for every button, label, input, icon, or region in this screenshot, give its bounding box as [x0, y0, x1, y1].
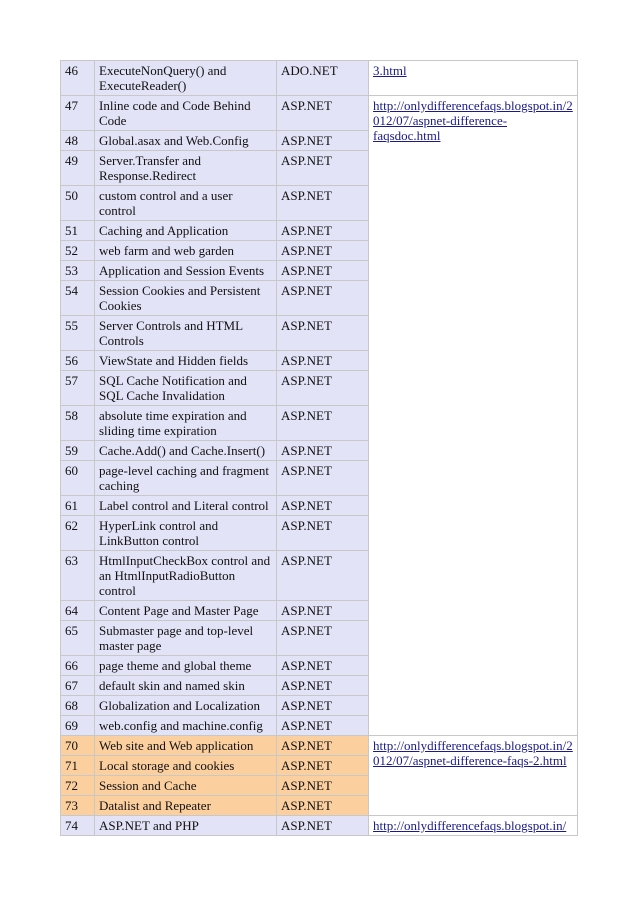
- technology-cell: ASP.NET: [277, 441, 369, 461]
- row-number: 67: [61, 676, 95, 696]
- technology-cell: ASP.NET: [277, 351, 369, 371]
- question-cell: ASP.NET and PHP: [95, 816, 277, 836]
- technology-cell: ASP.NET: [277, 131, 369, 151]
- table-row: [61, 96, 578, 131]
- technology-cell: ASP.NET: [277, 186, 369, 221]
- question-cell: SQL Cache Notification and SQL Cache Invalidation: [95, 371, 277, 406]
- technology-cell: ASP.NET: [277, 551, 369, 601]
- question-cell: ExecuteNonQuery() and ExecuteReader(): [95, 61, 277, 96]
- link-cell: [369, 61, 578, 96]
- technology-cell: ASP.NET: [277, 406, 369, 441]
- question-cell: Caching and Application: [95, 221, 277, 241]
- question-cell: absolute time expiration and sliding time expiration: [95, 406, 277, 441]
- question-cell: Submaster page and top-level master page: [95, 621, 277, 656]
- technology-cell: ASP.NET: [277, 371, 369, 406]
- faq-table-body: [61, 61, 578, 836]
- question-cell: web.config and machine.config: [95, 716, 277, 736]
- technology-cell: ASP.NET: [277, 221, 369, 241]
- question-cell: Inline code and Code Behind Code: [95, 96, 277, 131]
- row-number: 73: [61, 796, 95, 816]
- technology-cell: ASP.NET: [277, 716, 369, 736]
- question-cell: Cache.Add() and Cache.Insert(): [95, 441, 277, 461]
- technology-cell: ASP.NET: [277, 151, 369, 186]
- row-number: 50: [61, 186, 95, 221]
- row-number: 68: [61, 696, 95, 716]
- row-number: 47: [61, 96, 95, 131]
- question-cell: Server.Transfer and Response.Redirect: [95, 151, 277, 186]
- technology-cell: ADO.NET: [277, 61, 369, 96]
- question-cell: custom control and a user control: [95, 186, 277, 221]
- question-cell: Label control and Literal control: [95, 496, 277, 516]
- row-number: 58: [61, 406, 95, 441]
- reference-link[interactable]: 3.html: [373, 63, 407, 78]
- technology-cell: ASP.NET: [277, 281, 369, 316]
- link-cell: [369, 96, 578, 736]
- question-cell: Server Controls and HTML Controls: [95, 316, 277, 351]
- question-cell: ViewState and Hidden fields: [95, 351, 277, 371]
- reference-link[interactable]: http://onlydifferencefaqs.blogspot.in/: [373, 818, 567, 833]
- question-cell: HtmlInputCheckBox control and an HtmlInputRadioButton control: [95, 551, 277, 601]
- question-cell: Global.asax and Web.Config: [95, 131, 277, 151]
- question-cell: Content Page and Master Page: [95, 601, 277, 621]
- row-number: 49: [61, 151, 95, 186]
- link-cell: [369, 736, 578, 816]
- row-number: 70: [61, 736, 95, 756]
- technology-cell: ASP.NET: [277, 316, 369, 351]
- question-cell: Datalist and Repeater: [95, 796, 277, 816]
- technology-cell: ASP.NET: [277, 96, 369, 131]
- technology-cell: ASP.NET: [277, 676, 369, 696]
- table-row: [61, 816, 578, 836]
- row-number: 74: [61, 816, 95, 836]
- row-number: 72: [61, 776, 95, 796]
- technology-cell: ASP.NET: [277, 776, 369, 796]
- technology-cell: ASP.NET: [277, 461, 369, 496]
- reference-link[interactable]: http://onlydifferencefaqs.blogspot.in/2012/07/aspnet-difference-faqsdoc.html: [373, 98, 573, 143]
- row-number: 53: [61, 261, 95, 281]
- row-number: 46: [61, 61, 95, 96]
- question-cell: Session Cookies and Persistent Cookies: [95, 281, 277, 316]
- technology-cell: ASP.NET: [277, 241, 369, 261]
- row-number: 55: [61, 316, 95, 351]
- technology-cell: ASP.NET: [277, 696, 369, 716]
- question-cell: page-level caching and fragment caching: [95, 461, 277, 496]
- row-number: 63: [61, 551, 95, 601]
- question-cell: Session and Cache: [95, 776, 277, 796]
- question-cell: default skin and named skin: [95, 676, 277, 696]
- technology-cell: ASP.NET: [277, 601, 369, 621]
- question-cell: Application and Session Events: [95, 261, 277, 281]
- question-cell: web farm and web garden: [95, 241, 277, 261]
- link-cell: [369, 816, 578, 836]
- row-number: 62: [61, 516, 95, 551]
- row-number: 64: [61, 601, 95, 621]
- row-number: 66: [61, 656, 95, 676]
- technology-cell: ASP.NET: [277, 736, 369, 756]
- row-number: 52: [61, 241, 95, 261]
- technology-cell: ASP.NET: [277, 496, 369, 516]
- row-number: 71: [61, 756, 95, 776]
- table-row: [61, 61, 578, 96]
- technology-cell: ASP.NET: [277, 816, 369, 836]
- row-number: 48: [61, 131, 95, 151]
- technology-cell: ASP.NET: [277, 656, 369, 676]
- technology-cell: ASP.NET: [277, 516, 369, 551]
- question-cell: page theme and global theme: [95, 656, 277, 676]
- row-number: 57: [61, 371, 95, 406]
- row-number: 69: [61, 716, 95, 736]
- row-number: 51: [61, 221, 95, 241]
- row-number: 59: [61, 441, 95, 461]
- row-number: 54: [61, 281, 95, 316]
- faq-table: [60, 60, 578, 836]
- row-number: 61: [61, 496, 95, 516]
- question-cell: Web site and Web application: [95, 736, 277, 756]
- row-number: 60: [61, 461, 95, 496]
- reference-link[interactable]: http://onlydifferencefaqs.blogspot.in/2012/07/aspnet-difference-faqs-2.html: [373, 738, 573, 768]
- question-cell: Local storage and cookies: [95, 756, 277, 776]
- technology-cell: ASP.NET: [277, 261, 369, 281]
- technology-cell: ASP.NET: [277, 796, 369, 816]
- question-cell: HyperLink control and LinkButton control: [95, 516, 277, 551]
- technology-cell: ASP.NET: [277, 756, 369, 776]
- row-number: 56: [61, 351, 95, 371]
- question-cell: Globalization and Localization: [95, 696, 277, 716]
- table-row: [61, 736, 578, 756]
- row-number: 65: [61, 621, 95, 656]
- technology-cell: ASP.NET: [277, 621, 369, 656]
